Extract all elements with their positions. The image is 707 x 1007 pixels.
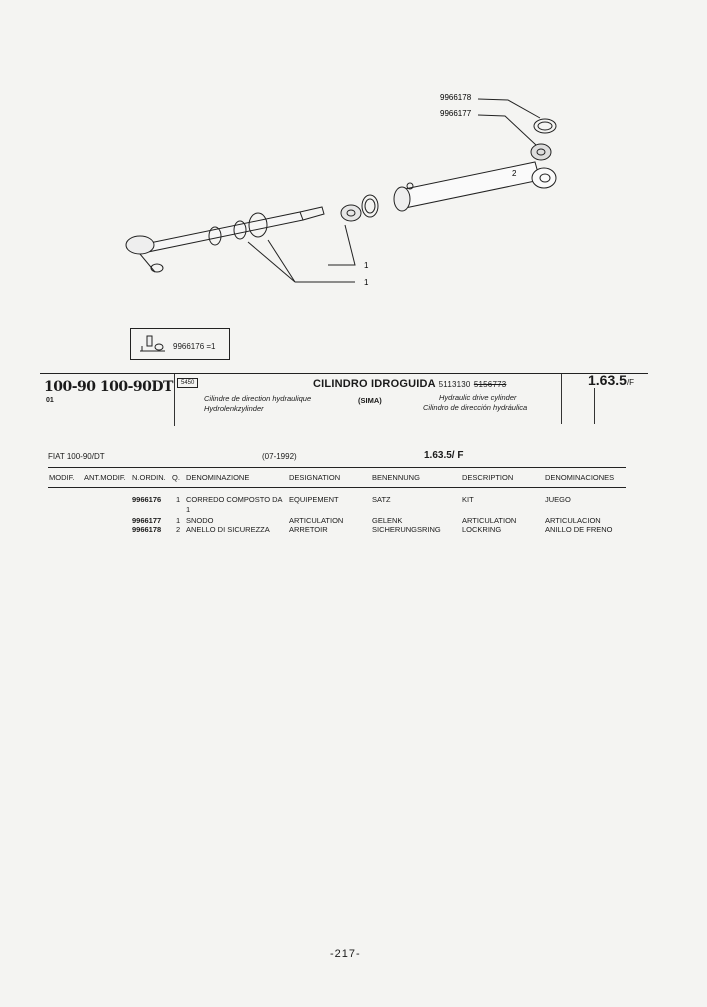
col-en: DESCRIPTION <box>462 473 514 482</box>
cylinder-eye <box>532 168 556 188</box>
page-number: -217- <box>330 948 361 960</box>
page-title: CILINDRO IDROGUIDA 5113130 5156773 <box>313 378 507 390</box>
piston-rod <box>140 212 303 253</box>
callout-9966178: 9966178 <box>440 93 472 102</box>
title-de: Hydrolenkzylinder <box>204 404 264 413</box>
table-top-rule <box>48 467 626 468</box>
ball-joint <box>126 236 154 254</box>
articulation-part <box>531 144 551 160</box>
callout-9966177: 9966177 <box>440 109 472 118</box>
kit-box <box>130 328 230 360</box>
kit-icon <box>137 333 169 355</box>
cylinder-end-cap <box>394 187 410 211</box>
col-q: Q. <box>172 473 180 482</box>
table-row: 9966178 2 ANELLO DI SICUREZZA ARRETOIR SICHERUNGSRING LOCKRING ANILLO DE FRENO <box>132 525 613 534</box>
meta-ref: 1.63.5/ F <box>424 450 464 461</box>
title-code-struck: 5156773 <box>473 380 507 389</box>
col-fr: DESIGNATION <box>289 473 341 482</box>
col-de: BENENNUNG <box>372 473 420 482</box>
col-it: DENOMINAZIONE <box>186 473 250 482</box>
page-code: 1.63.5/F <box>588 372 635 388</box>
col-modif: MODIF. <box>49 473 75 482</box>
title-code: 5113130 <box>438 380 471 389</box>
col-es: DENOMINACIONES <box>545 473 615 482</box>
group-code: 5450 <box>177 378 198 388</box>
table-header <box>0 473 707 485</box>
pagecode-divider-right <box>594 388 595 424</box>
callout-1b: 1 <box>364 278 369 287</box>
seal-part <box>341 205 361 221</box>
callout-1a: 1 <box>364 261 369 270</box>
table-row: 9966176 1 CORREDO COMPOSTO DA 1 EQUIPEMENT SATZ KIT JUEGO <box>132 495 571 514</box>
title-fr: Cilindre de direction hydraulique <box>204 394 312 403</box>
kit-text: 9966176 =1 <box>173 342 216 351</box>
pagecode-divider-left <box>561 374 562 424</box>
title-es: Cilindro de dirección hydráulica <box>423 403 528 412</box>
cylinder-body <box>400 162 540 208</box>
table-row: 9966177 1 SNODO ARTICULATION GELENK ARTICULATION ARTICULACION <box>132 516 601 525</box>
header-rule <box>40 373 648 374</box>
header-divider <box>174 374 175 426</box>
col-ant-modif: ANT.MODIF. <box>84 473 126 482</box>
part-marker-2: 2 <box>512 169 517 178</box>
title-en: Hydraulic drive cylinder <box>439 393 517 402</box>
lockring-part <box>534 119 556 133</box>
manufacturer: (SIMA) <box>358 396 382 405</box>
meta-date: (07-1992) <box>262 452 297 461</box>
table-header-rule <box>48 487 626 488</box>
models-sub: 01 <box>46 397 54 404</box>
col-nordin: N.ORDIN. <box>132 473 166 482</box>
parts-diagram <box>0 0 707 330</box>
models: 100-90 100-90DT <box>44 379 173 395</box>
meta-model: FIAT 100-90/DT <box>48 452 105 461</box>
ring-part <box>362 195 378 217</box>
